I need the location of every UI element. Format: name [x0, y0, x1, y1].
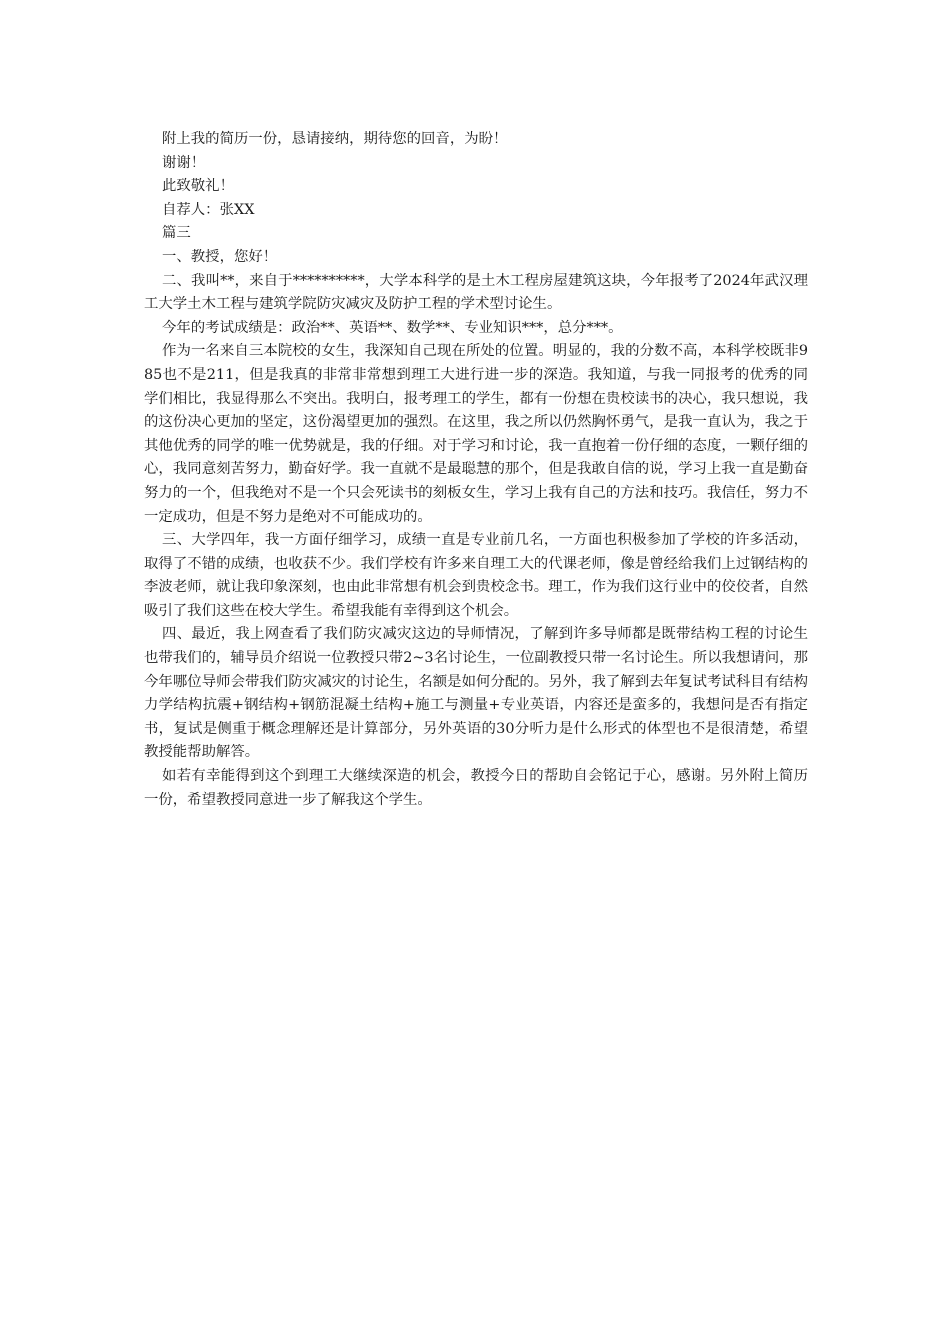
document-body — [144, 128, 808, 812]
paragraph-closing: 如若有幸能得到这个到理工大继续深造的机会，教授今日的帮助自会铭记于心，感谢。另外附上简历一份，希望教授同意进一步了解我这个学生。 — [144, 768, 808, 808]
paragraph-signature: 自荐人：张XX — [162, 201, 255, 218]
paragraph-self-assessment: 作为一名来自三本院校的女生，我深知自己现在所处的位置。明显的，我的分数不高，本科学校既非985也不是211，但是我真的非常非常想到理工大进行进一步的深造。我知道，与我一同报考的优秀的同学们相比，我显得那么不突出。我明白，报考理工的学生，都有一份想在贵校读书的决心，我只想说，我的这份决心更加的坚定，这份渴望更加的强烈。在这里，我之所以仍然胸怀勇气，是我一直认为，我之于其他优秀的同学的唯一优势就是，我的仔细。对于学习和讨论，我一直抱着一份仔细的态度，一颗仔细的心，我同意刻苦努力，勤奋好学。我一直就不是最聪慧的那个，但是我敢自信的说，学习上我一直是勤奋努力的一个，但我绝对不是一个只会死读书的刻板女生，学习上我有自己的方法和技巧。我信任，努力不一定成功，但是不努力是绝对不可能成功的。 — [144, 343, 808, 525]
paragraph-introduction: 二、我叫**，来自于**********，大学本科学的是土木工程房屋建筑这块，今年报考了2024年武汉理工大学土木工程与建筑学院防灾减灾及防护工程的学术型讨论生。 — [144, 272, 808, 313]
section-heading: 篇三 — [162, 225, 191, 242]
paragraph-attach-resume: 附上我的简历一份，恳请接纳，期待您的回音，为盼！ — [162, 131, 508, 147]
paragraph-university-years: 三、大学四年，我一方面仔细学习，成绩一直是专业前几名，一方面也积极参加了学校的许多活动，取得了不错的成绩，也收获不少。我们学校有许多来自理工大的代课老师，像是曾经给我们上过钢结构的李波老师，就让我印象深刻，也由此非常想有机会到贵校念书。理工，作为我们这行业中的佼佼者，自然吸引了我们这些在校大学生。希望我能有幸得到这个机会。 — [144, 532, 808, 619]
paragraph-scores: 今年的考试成绩是：政治**、英语**、数学**、专业知识***，总分***。 — [162, 319, 623, 336]
paragraph-greeting: 一、教授，您好！ — [162, 248, 278, 265]
paragraph-questions: 四、最近，我上网查看了我们防灾减灾这边的导师情况，了解到许多导师都是既带结构工程的讨论生也带我们的，辅导员介绍说一位教授只带2~3名讨论生，一位副教授只带一名讨论生。所以我想请问，那今年哪位导师会带我们防灾减灾的讨论生，名额是如何分配的。另外，我了解到去年复试考试科目有结构力学结构抗震+钢结构+钢筋混凝土结构+施工与测量+专业英语，内容还是蛮多的，我想问是否有指定书，复试是侧重于概念理解还是计算部分，另外英语的30分听力是什么形式的体型也不是很清楚，希望教授能帮助解答。 — [144, 626, 808, 761]
paragraph-thanks: 谢谢！ — [162, 154, 206, 171]
paragraph-salutation: 此致敬礼！ — [162, 178, 234, 195]
